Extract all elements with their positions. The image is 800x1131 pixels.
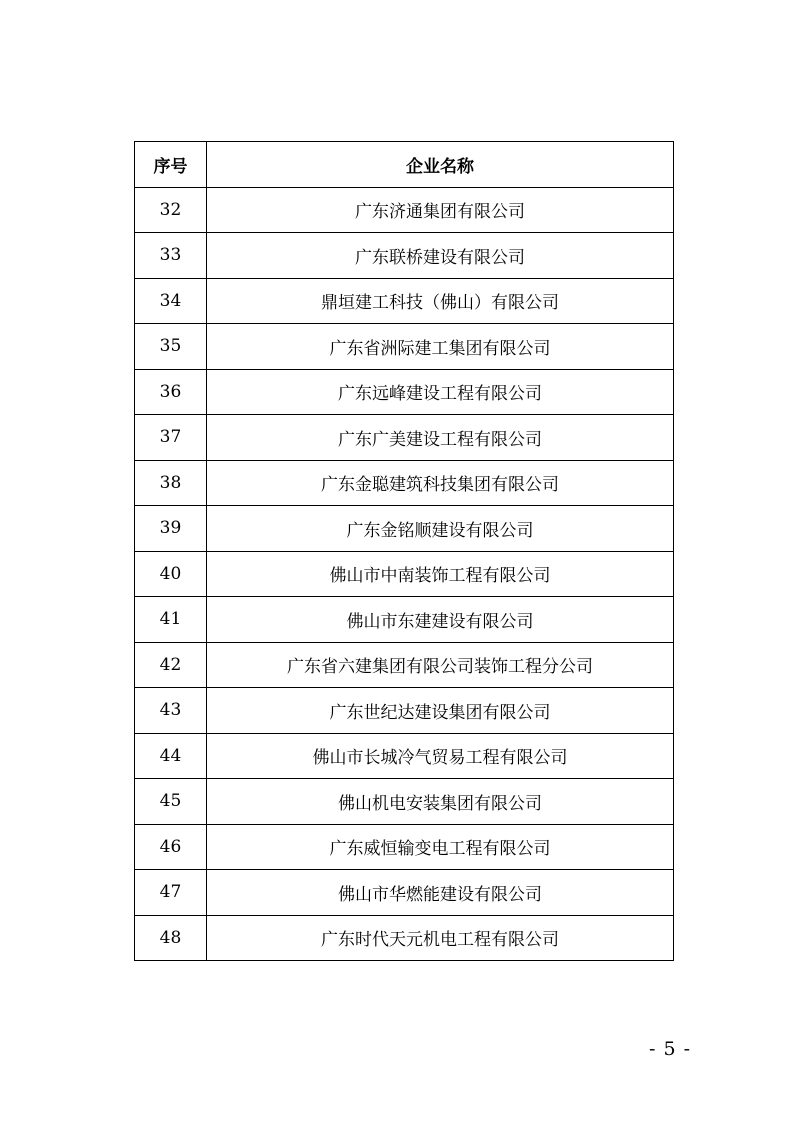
table-row — [135, 597, 674, 643]
table-row — [135, 915, 674, 961]
company-name-cell: 广东省六建集团有限公司装饰工程分公司 — [207, 642, 674, 688]
header-serial-number: 序号 — [135, 142, 207, 188]
table-row — [135, 824, 674, 870]
table-row — [135, 642, 674, 688]
company-name-cell: 佛山市华燃能建设有限公司 — [207, 870, 674, 916]
company-name-cell: 广东省洲际建工集团有限公司 — [207, 324, 674, 370]
company-name-cell: 广东金聪建筑科技集团有限公司 — [207, 460, 674, 506]
company-name-cell: 广东远峰建设工程有限公司 — [207, 369, 674, 415]
table-row — [135, 688, 674, 734]
serial-number-cell: 43 — [135, 688, 207, 734]
company-name-cell: 广东济通集团有限公司 — [207, 187, 674, 233]
serial-number-cell: 40 — [135, 551, 207, 597]
serial-number-cell: 41 — [135, 597, 207, 643]
serial-number-cell: 46 — [135, 824, 207, 870]
serial-number-cell: 34 — [135, 278, 207, 324]
company-name-cell: 佛山市长城冷气贸易工程有限公司 — [207, 733, 674, 779]
table-row — [135, 733, 674, 779]
company-name-cell: 佛山市东建建设有限公司 — [207, 597, 674, 643]
company-name-cell: 鼎垣建工科技（佛山）有限公司 — [207, 278, 674, 324]
serial-number-cell: 37 — [135, 415, 207, 461]
company-name-cell: 广东时代天元机电工程有限公司 — [207, 915, 674, 961]
serial-number-cell: 33 — [135, 233, 207, 279]
table-row — [135, 506, 674, 552]
company-name-cell: 佛山市中南装饰工程有限公司 — [207, 551, 674, 597]
serial-number-cell: 39 — [135, 506, 207, 552]
table-row — [135, 870, 674, 916]
header-company-name: 企业名称 — [207, 142, 674, 188]
serial-number-cell: 32 — [135, 187, 207, 233]
table-row — [135, 278, 674, 324]
serial-number-cell: 48 — [135, 915, 207, 961]
serial-number-cell: 36 — [135, 369, 207, 415]
serial-number-cell: 47 — [135, 870, 207, 916]
table-row — [135, 551, 674, 597]
page-number: - 5 - — [649, 1038, 692, 1060]
company-name-cell: 广东世纪达建设集团有限公司 — [207, 688, 674, 734]
company-table — [134, 141, 674, 961]
company-name-cell: 广东金铭顺建设有限公司 — [207, 506, 674, 552]
serial-number-cell: 45 — [135, 779, 207, 825]
table-row — [135, 460, 674, 506]
company-name-cell: 广东威恒输变电工程有限公司 — [207, 824, 674, 870]
serial-number-cell: 42 — [135, 642, 207, 688]
table-row — [135, 233, 674, 279]
table-header-row — [135, 142, 674, 188]
table-row — [135, 415, 674, 461]
table-row — [135, 324, 674, 370]
serial-number-cell: 35 — [135, 324, 207, 370]
serial-number-cell: 38 — [135, 460, 207, 506]
table-row — [135, 369, 674, 415]
serial-number-cell: 44 — [135, 733, 207, 779]
company-name-cell: 佛山机电安装集团有限公司 — [207, 779, 674, 825]
company-name-cell: 广东广美建设工程有限公司 — [207, 415, 674, 461]
table-row — [135, 779, 674, 825]
company-name-cell: 广东联桥建设有限公司 — [207, 233, 674, 279]
table-row — [135, 187, 674, 233]
